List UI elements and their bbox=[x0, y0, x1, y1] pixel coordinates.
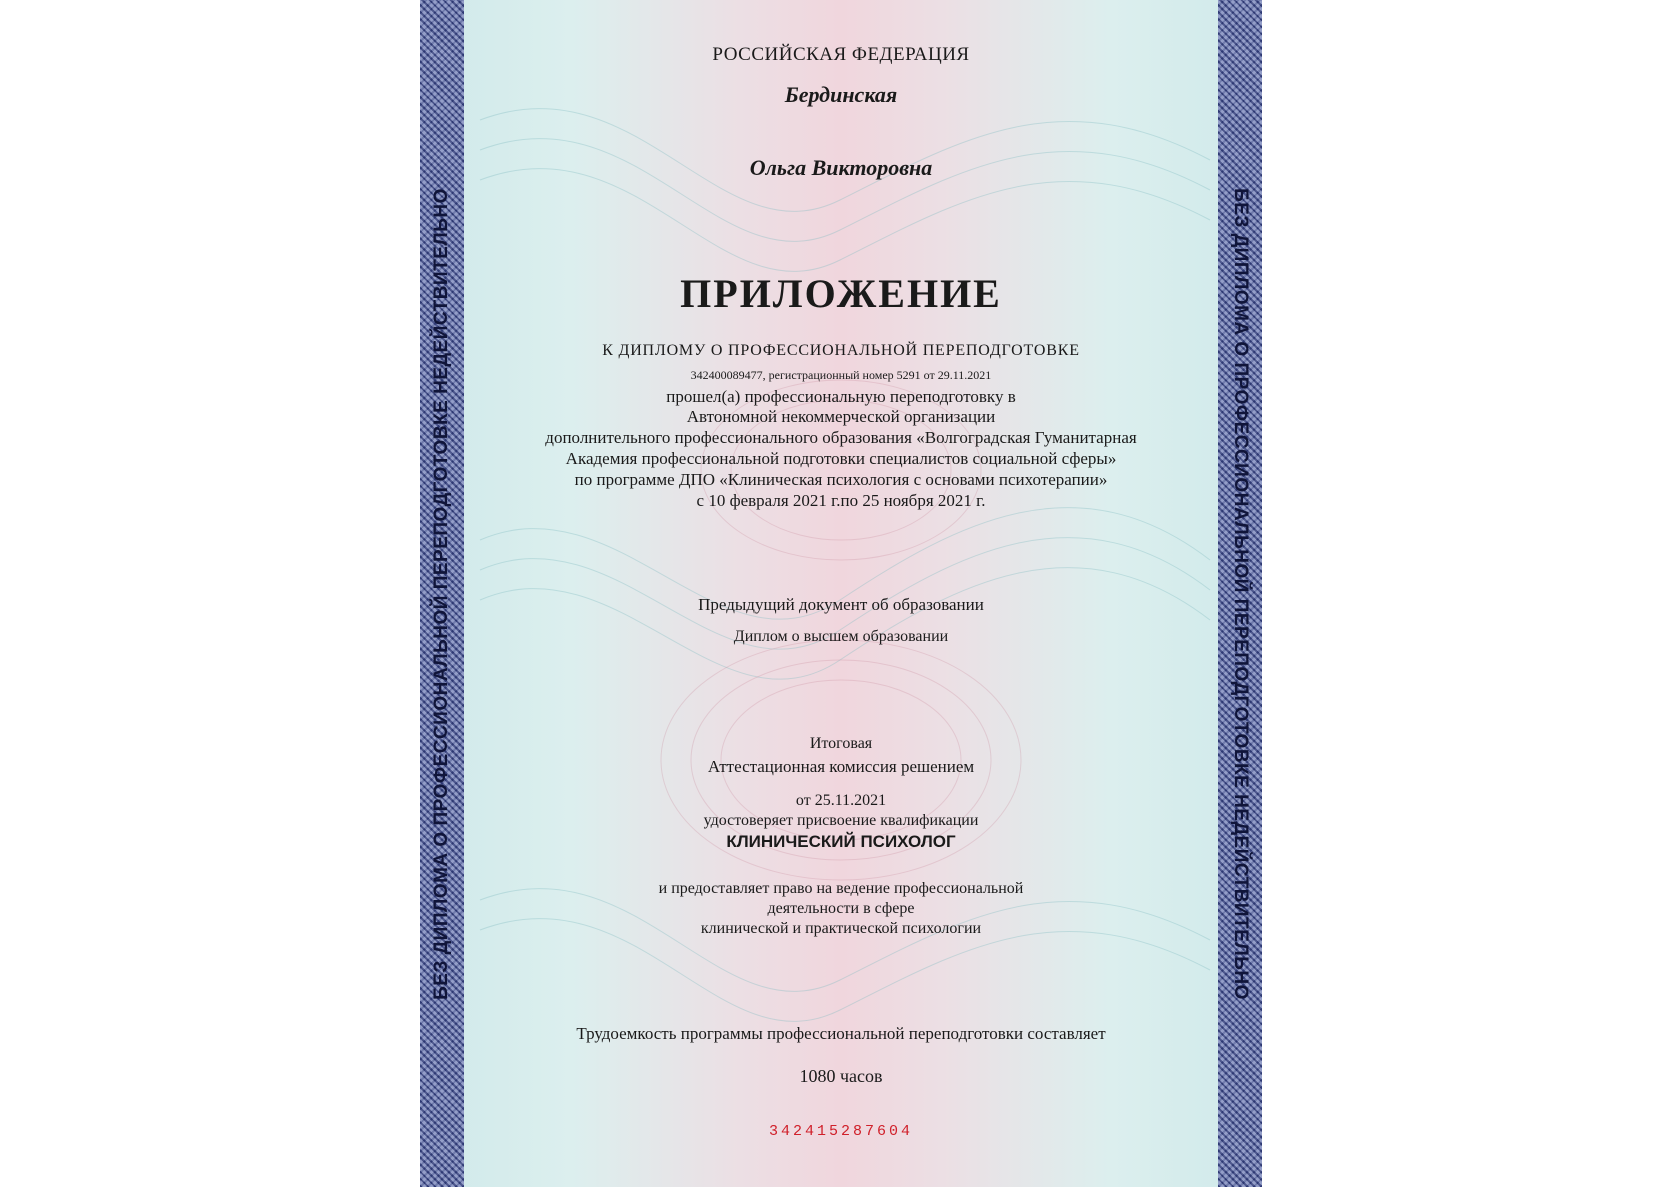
holder-surname: Бердинская bbox=[784, 82, 898, 107]
left-border-text: БЕЗ ДИПЛОМА О ПРОФЕССИОНАЛЬНОЙ ПЕРЕПОДГОТОВКЕ НЕДЕЙСТВИТЕЛЬНО bbox=[431, 187, 452, 1000]
document-title: ПРИЛОЖЕНИЕ bbox=[680, 271, 1002, 316]
program-hours-value: 1080 часов bbox=[799, 1066, 883, 1086]
body-line-6: с 10 февраля 2021 г.по 25 ноября 2021 г. bbox=[696, 491, 986, 510]
right-border-text: БЕЗ ДИПЛОМА О ПРОФЕССИОНАЛЬНОЙ ПЕРЕПОДГОТОВКЕ НЕДЕЙСТВИТЕЛЬНО bbox=[1230, 187, 1251, 1000]
document-serial-number: 342415287604 bbox=[768, 1123, 914, 1140]
attestation-line-4: удостоверяет присвоение квалификации bbox=[703, 812, 979, 829]
rights-line-1: и предоставляет право на ведение профессиональной bbox=[658, 880, 1024, 897]
country-name: РОССИЙСКАЯ ФЕДЕРАЦИЯ bbox=[712, 44, 970, 65]
diploma-supplement-document bbox=[420, 0, 1262, 1187]
holder-given-name: Ольга Викторовна bbox=[749, 155, 933, 180]
body-line-5: по программе ДПО «Клиническая психология с основами психотерапии» bbox=[574, 470, 1108, 489]
rights-line-2: деятельности в сфере bbox=[767, 900, 915, 917]
left-security-border bbox=[420, 0, 464, 1187]
previous-document-label: Предыдущий документ об образовании bbox=[698, 595, 984, 614]
document-subtitle: К ДИПЛОМУ О ПРОФЕССИОНАЛЬНОЙ ПЕРЕПОДГОТОВКЕ bbox=[602, 342, 1080, 359]
rights-line-3: клинической и практической психологии bbox=[700, 920, 982, 937]
previous-document-value: Диплом о высшем образовании bbox=[733, 628, 949, 645]
registration-number: 342400089477, регистрационный номер 5291 от 29.11.2021 bbox=[690, 368, 992, 382]
right-security-border bbox=[1218, 0, 1262, 1187]
body-line-2: Автономной некоммерческой организации bbox=[686, 407, 996, 426]
attestation-line-2: Аттестационная комиссия решением bbox=[707, 757, 975, 776]
body-line-1: прошел(а) профессиональную переподготовку в bbox=[666, 387, 1016, 406]
program-hours-label: Трудоемкость программы профессиональной переподготовки составляет bbox=[576, 1024, 1106, 1043]
body-line-4: Академия профессиональной подготовки специалистов социальной сферы» bbox=[565, 449, 1117, 468]
attestation-line-1: Итоговая bbox=[809, 735, 873, 752]
qualification-title: КЛИНИЧЕСКИЙ ПСИХОЛОГ bbox=[726, 832, 956, 851]
body-line-3: дополнительного профессионального образования «Волгоградская Гуманитарная bbox=[545, 428, 1137, 447]
attestation-date: от 25.11.2021 bbox=[795, 792, 887, 809]
